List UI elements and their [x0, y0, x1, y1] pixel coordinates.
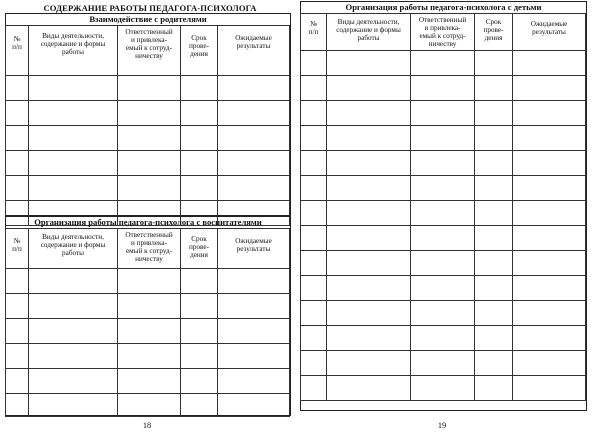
col-activity: Виды деятельности, содержание и формы работы: [29, 26, 118, 76]
table-row[interactable]: [6, 394, 290, 417]
table-row[interactable]: [6, 176, 290, 201]
table-row[interactable]: [6, 319, 290, 344]
col-number: № п/п: [6, 229, 29, 269]
section-title-parents: Взаимодействие с родителями: [6, 14, 290, 26]
col-term: Срок прове- дения: [475, 14, 513, 51]
table-row[interactable]: [6, 344, 290, 369]
table-row[interactable]: [6, 101, 290, 126]
table-row[interactable]: [301, 126, 586, 151]
table-row[interactable]: [301, 276, 586, 301]
table-row[interactable]: [301, 301, 586, 326]
col-results: Ожидаемые результаты: [513, 14, 586, 51]
table-row[interactable]: [301, 51, 586, 76]
col-activity: Виды деятельности, содержание и формы работы: [29, 229, 118, 269]
table-row[interactable]: [6, 294, 290, 319]
parents-table-box: [5, 13, 291, 216]
col-number: № п/п: [6, 26, 29, 76]
col-responsible: Ответственный и привлека- емый к сотруд- ничеству: [118, 229, 181, 269]
table-row[interactable]: [6, 269, 290, 294]
page-number-left: 18: [142, 421, 152, 430]
table-row[interactable]: [6, 151, 290, 176]
children-table: [300, 13, 586, 401]
table-row[interactable]: [6, 76, 290, 101]
page-number-right: 19: [437, 421, 447, 430]
col-number: № п/п: [301, 14, 327, 51]
section-title-children: Организация работы педагога-психолога с детьми: [301, 2, 586, 14]
table-row[interactable]: [301, 151, 586, 176]
table-row[interactable]: [301, 201, 586, 226]
parents-table: [5, 25, 290, 226]
table-header-row: [6, 229, 290, 269]
table-row[interactable]: [6, 126, 290, 151]
col-activity: Виды деятельности, содержание и формы работы: [327, 14, 411, 51]
col-term: Срок прове- дения: [181, 229, 218, 269]
col-results: Ожидаемые результаты: [218, 26, 290, 76]
table-row[interactable]: [301, 376, 586, 401]
col-responsible: Ответственный и привлека- емый к сотруд- ничеству: [118, 26, 181, 76]
table-row[interactable]: [301, 326, 586, 351]
teachers-table-box: [5, 216, 291, 416]
col-term: Срок прове- дения: [181, 26, 218, 76]
main-title: СОДЕРЖАНИЕ РАБОТЫ ПЕДАГОГА-ПСИХОЛОГА: [43, 3, 257, 13]
table-row[interactable]: [301, 76, 586, 101]
table-row[interactable]: [301, 251, 586, 276]
table-header-row: [6, 26, 290, 76]
teachers-table: [5, 228, 290, 417]
table-row[interactable]: [6, 369, 290, 394]
table-row[interactable]: [301, 226, 586, 251]
table-row[interactable]: [301, 101, 586, 126]
children-table-box: [300, 1, 587, 411]
col-results: Ожидаемые результаты: [218, 229, 290, 269]
table-row[interactable]: [301, 351, 586, 376]
section-title-teachers: Организация работы педагога-психолога с воспитателями: [6, 217, 290, 229]
table-row[interactable]: [301, 176, 586, 201]
col-responsible: Ответственный и привлека- емый к сотруд- ничеству: [411, 14, 475, 51]
table-header-row: [301, 14, 586, 51]
